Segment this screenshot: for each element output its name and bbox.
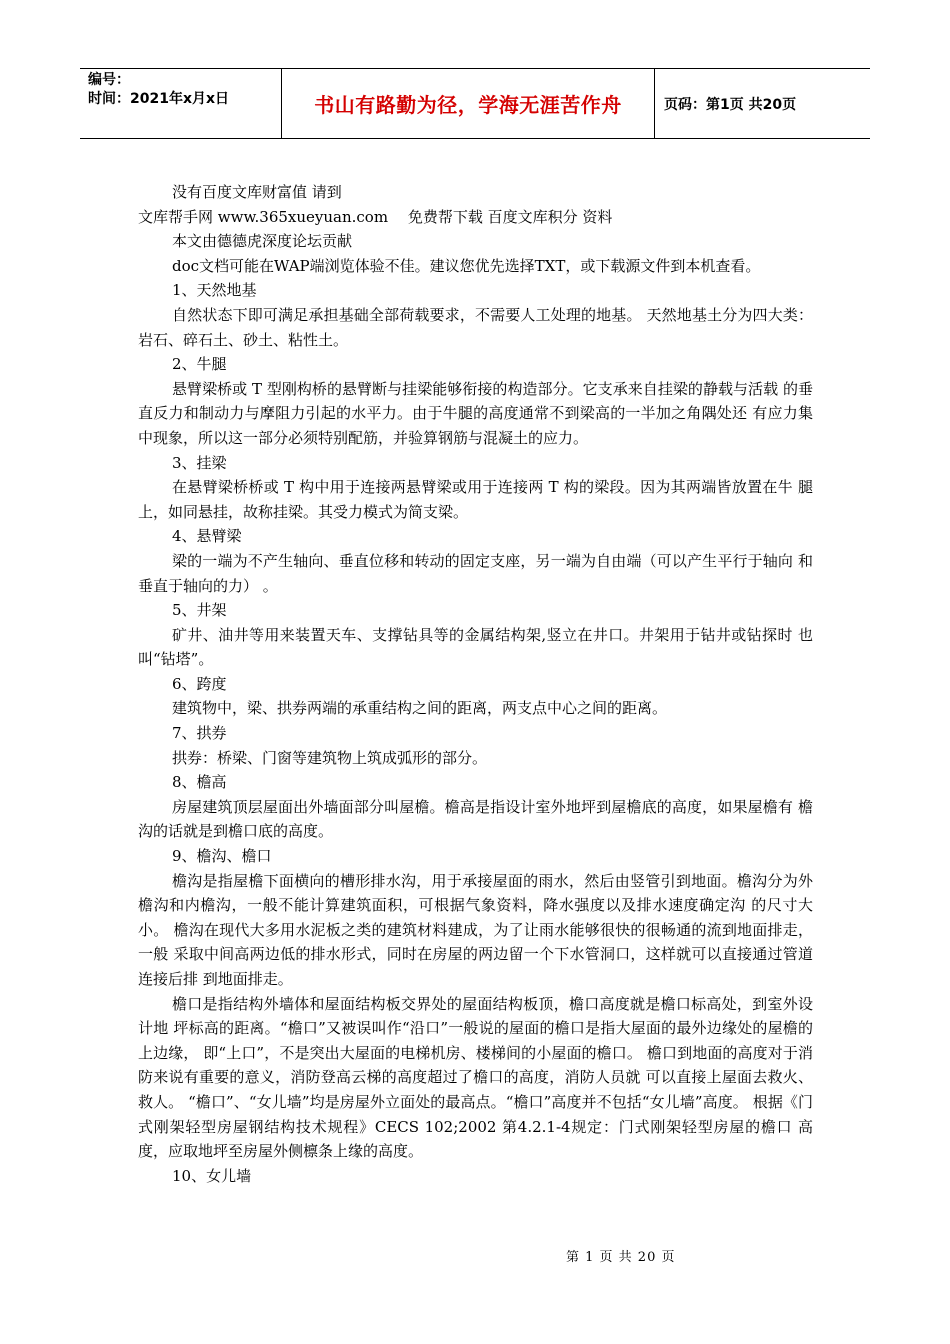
paragraph: 建筑物中，梁、拱券两端的承重结构之间的距离，两支点中心之间的距离。 xyxy=(172,699,668,718)
contributor-line: 本文由德德虎深度论坛贡献 xyxy=(172,232,353,251)
section-heading: 9、檐沟、檐口 xyxy=(172,847,272,866)
header-meta xyxy=(88,71,229,109)
section-heading: 1、天然地基 xyxy=(172,281,257,300)
section-heading: 6、跨度 xyxy=(172,674,227,693)
page-header xyxy=(80,68,870,139)
paragraph: 檐口是指结构外墙体和屋面结构板交界处的屋面结构板顶，檐口高度就是檐口标高处，到室外设计地 坪标高的距离。“檐口”又被误叫作“沿口”一般说的屋面的檐口是指大屋面的最外边缘处的屋檐的上边缘， 即“上口”，不是突出大屋面的电梯机房、楼梯间的小屋面的檐口。 檐口到地面的高度对于消防来说有重要的意义，消防登高云梯的高度超过了檐口的高度，消防人员就 可以直接上屋面去救火、救人。 “檐口”、“女儿墙”均是房屋外立面处的最高点。“檐口”高度并不包括“女儿墙”高度。 根据《门式刚架轻型房屋钢结构技术规程》CECS 102;2002 第4.2.1-4规定：门式刚架轻型房屋的檐口 高度，应取地坪至房屋外侧檩条上缘的高度。 xyxy=(138,994,813,1161)
section-heading: 4、悬臂梁 xyxy=(172,527,242,546)
notice-line: doc文档可能在WAP端浏览体验不佳。建议您优先选择TXT，或下载源文件到本机查看。 xyxy=(172,256,761,275)
paragraph: 矿井、油井等用来装置天车、支撑钻具等的金属结构架,竖立在井口。井架用于钻井或钻探时 也叫“钻塔”。 xyxy=(138,625,813,669)
paragraph: 拱券：桥梁、门窗等建筑物上筑成弧形的部分。 xyxy=(172,748,488,767)
header-motto: 书山有路勤为径，学海无涯苦作舟 xyxy=(314,93,622,117)
paragraph: 在悬臂梁桥桥或 T 构中用于连接两悬臂梁或用于连接两 T 构的梁段。因为其两端皆放置在牛 腿上，如同悬挂，故称挂梁。其受力模式为简支梁。 xyxy=(138,478,813,521)
section-heading: 3、挂梁 xyxy=(172,453,227,472)
paragraph: 房屋建筑顶层屋面出外墙面部分叫屋檐。檐高是指设计室外地坪到屋檐底的高度，如果屋檐有 檐沟的话就是到檐口底的高度。 xyxy=(138,797,813,841)
document-body xyxy=(138,180,813,1188)
number-label: 编号： xyxy=(88,72,130,88)
section-heading: 5、井架 xyxy=(172,601,227,620)
section-heading: 2、牛腿 xyxy=(172,355,227,374)
header-divider xyxy=(654,69,655,138)
section-heading: 8、檐高 xyxy=(172,773,227,792)
paragraph: 自然状态下即可满足承担基础全部荷载要求，不需要人工处理的地基。 天然地基土分为四大类：岩石、碎石土、砂土、粘性土。 xyxy=(138,305,813,349)
notice-line: 没有百度文库财富值 请到 xyxy=(172,183,342,201)
page-footer: 第 1 页 共 20 页 xyxy=(566,1250,676,1265)
paragraph: 檐沟是指屋檐下面横向的槽形排水沟，用于承接屋面的雨水，然后由竖管引到地面。檐沟分为外檐沟和内檐沟，一般不能计算建筑面积，可根据气象资料，降水强度以及排水速度确定沟 的尺寸大小。 檐沟在现代大多用水泥板之类的建筑材料建成，为了让雨水能够很快的很畅通的流到地面排走，一般 采取中间高两边低的排水形式，同时在房屋的两边留一个下水管洞口，这样就可以直接通过管道连接后排 到地面排走。 xyxy=(138,871,813,988)
paragraph: 悬臂梁桥或 T 型刚构桥的悬臂断与挂梁能够衔接的构造部分。它支承来自挂梁的静载与活载 的垂直反力和制动力与摩阻力引起的水平力。由于牛腿的高度通常不到梁高的一半加之角隅处还 有应力集中现象，所以这一部分必须特别配筋，并验算钢筋与混凝土的应力。 xyxy=(138,379,813,447)
paragraph: 梁的一端为不产生轴向、垂直位移和转动的固定支座，另一端为自由端（可以产生平行于轴向 和垂直于轴向的力） 。 xyxy=(138,551,813,595)
section-heading: 10、女儿墙 xyxy=(172,1166,252,1185)
date-label: 时间：2021年x月x日 xyxy=(88,91,230,107)
header-page-info: 页码：第1页 共20页 xyxy=(664,96,797,113)
section-heading: 7、拱券 xyxy=(172,724,227,743)
notice-line: 文库帮手网 www.365xueyuan.com 免费帮下载 百度文库积分 资料 xyxy=(138,207,613,226)
